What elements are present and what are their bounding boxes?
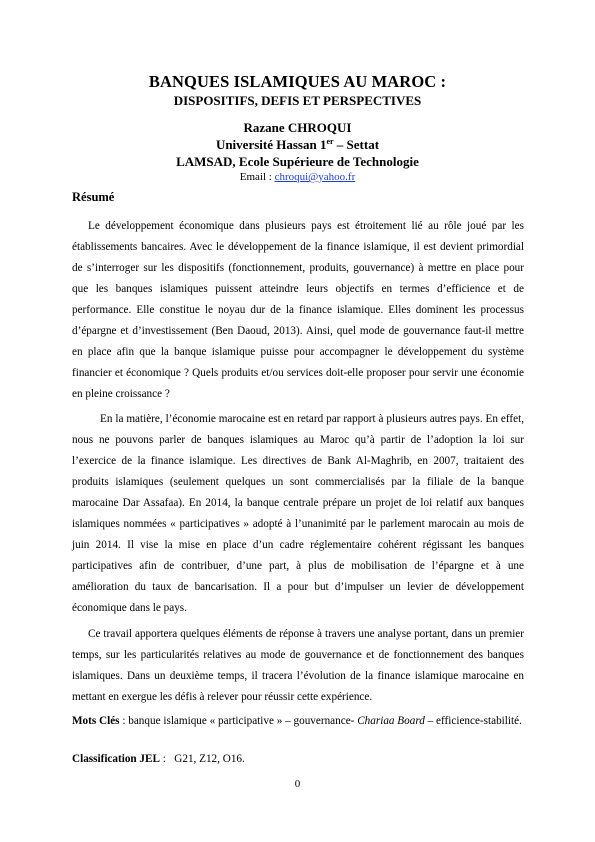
keywords-italic: Chariaa Board	[357, 715, 425, 727]
keywords-text-after: – efficience-stabilité.	[424, 715, 522, 727]
university-superscript: er	[326, 137, 334, 146]
email-link[interactable]: chroqui@yahoo.fr	[274, 171, 356, 183]
abstract-paragraph: En la matière, l’économie marocaine est en retard par rapport à plusieurs autres pays. En effet, nous ne pouvons parler de banques islamiques au Maroc qu’à partir de l’adoption la loi sur l’exercice de la finance islamique. Les directives de Bank Al-Maghrib, en 2007, traitaient des produits islamiques (seulement quelques un sont commercialisés par la filiale de la banque marocaine Dar Assafaa). En 2014, la banque centrale prépare un projet de loi relatif aux banques islamiques nommées « participatives » adopté à l’unanimité par le parlement marocain au mois de juin 2014. Il vise la mise en place d’un cadre réglementaire cohérent régissant les banques participatives afin de contribuer, d’une part, à plus de mobilisation de l’épargne et à une amélioration du taux de bancarisation. Il a pour but d’impulser un levier de développement économique dans le pays.	[72, 413, 524, 614]
university-suffix: – Settat	[333, 137, 380, 152]
classification-codes: G21, Z12, O16.	[174, 753, 245, 765]
abstract-paragraph: Ce travail apportera quelques éléments de réponse à travers une analyse portant, dans un premier temps, sur les particularités relatives au mode de gouvernance et de fonctionnement des banques islamiques. Dans un deuxième temps, il tracera l’évolution de la finance islamique marocaine en mettant en exergue les défis à relever pour réussir cette expérience.	[72, 628, 524, 703]
classification-line	[72, 753, 245, 765]
author-university	[0, 136, 595, 153]
abstract-body	[72, 216, 524, 712]
email-label: Email :	[239, 171, 275, 183]
abstract-heading: Résumé	[72, 190, 115, 204]
keywords-text-before: : banque islamique « participative » – gouvernance-	[119, 715, 358, 727]
university-prefix: Université Hassan 1	[215, 137, 327, 152]
author-name: Razane CHROQUI	[243, 120, 352, 135]
classification-label: Classification JEL	[72, 753, 160, 765]
paper-title: BANQUES ISLAMIQUES AU MAROC :	[148, 72, 447, 91]
page-number: 0	[294, 778, 301, 790]
classification-separator: :	[159, 753, 175, 765]
keywords-label: Mots Clés	[72, 715, 120, 727]
author-email-line	[0, 170, 595, 185]
abstract-paragraph: Le développement économique dans plusieurs pays est étroitement lié au rôle joué par les établissements bancaires. Avec le développement de la finance islamique, il est devient primordial de s’interroger sur les dispositifs (fonctionnement, produits, gouvernance) à mettre en place pour que les banques islamiques puissent atteindre leurs objectifs en termes d’efficience et de performance. Elle constitue le noyau dur de la finance islamique. Elles dominent les processus d’épargne et d’investissement (Ben Daoud, 2013). Ainsi, quel mode de gouvernance faut-il mettre en place afin que la banque islamique puisse pour accompagner le développement du système financier et économique ? Quels produits et/ou services doit-elle proposer pour servir une économie en pleine croissance ?	[72, 220, 524, 400]
author-block	[0, 119, 595, 185]
paper-subtitle: DISPOSITIFS, DEFIS ET PERSPECTIVES	[173, 93, 422, 108]
author-lab: LAMSAD, Ecole Supérieure de Technologie	[176, 154, 419, 169]
keywords-line	[72, 712, 524, 731]
